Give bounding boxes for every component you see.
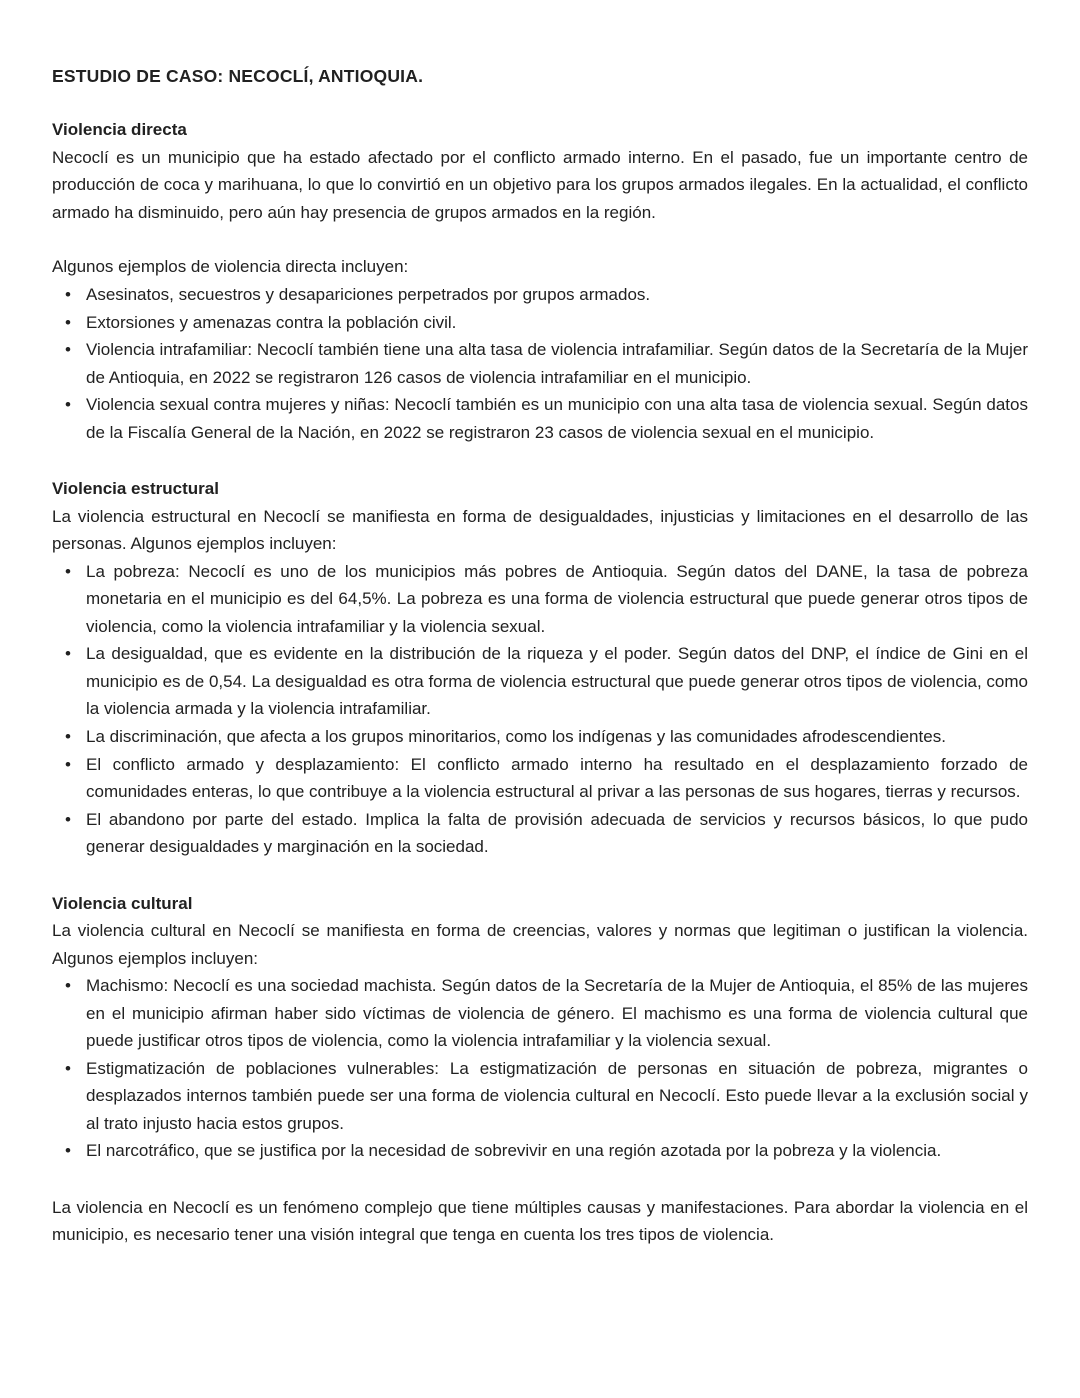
bullet-item: • Violencia intrafamiliar: Necoclí también tiene una alta tasa de violencia intrafamiliar. Según datos de la Secretaría de la Mujer de Antioquia, en 2022 se registraron 126 casos de violencia intrafamiliar en el municipio.	[86, 336, 1028, 391]
bullet-item: • El narcotráfico, que se justifica por la necesidad de sobrevivir en una región azotada por la pobreza y la violencia.	[86, 1137, 1028, 1165]
bullet-list	[52, 972, 1028, 1165]
bullet-item: • El conflicto armado y desplazamiento: El conflicto armado interno ha resultado en el desplazamiento forzado de comunidades enteras, lo que contribuye a la violencia estructural al privar a las personas de sus hogares, tierras y recursos.	[86, 751, 1028, 806]
closing-paragraph: La violencia en Necoclí es un fenómeno complejo que tiene múltiples causas y manifestaciones. Para abordar la violencia en el municipio, es necesario tener una visión integral que tenga en cuenta los tres tipos de violencia.	[52, 1197, 1028, 1245]
bullet-list	[52, 281, 1028, 446]
bullet-item: • La pobreza: Necoclí es uno de los municipios más pobres de Antioquia. Según datos del DANE, la tasa de pobreza monetaria en el municipio es del 64,5%. La pobreza es una forma de violencia estructural que puede generar otros tipos de violencia, como la violencia intrafamiliar y la violencia sexual.	[86, 558, 1028, 641]
bullet-item: • Extorsiones y amenazas contra la población civil.	[86, 309, 1028, 337]
bullet-item: • La discriminación, que afecta a los grupos minoritarios, como los indígenas y las comunidades afrodescendientes.	[86, 723, 1028, 751]
section-violencia-estructural	[52, 475, 1028, 860]
bullet-item: • El abandono por parte del estado. Implica la falta de provisión adecuada de servicios y recursos básicos, lo que pudo generar desigualdades y marginación en la sociedad.	[86, 806, 1028, 861]
paragraph: Algunos ejemplos de violencia directa incluyen:	[52, 257, 409, 277]
section-heading: Violencia cultural	[52, 893, 193, 913]
bullet-item: • Machismo: Necoclí es una sociedad machista. Según datos de la Secretaría de la Mujer de Antioquia, el 85% de las mujeres en el municipio afirman haber sido víctimas de violencia de género. El machismo es una forma de violencia cultural que puede justificar otros tipos de violencia, como la violencia intrafamiliar y la violencia sexual.	[86, 972, 1028, 1055]
section-violencia-cultural	[52, 890, 1028, 1165]
bullet-item: • Violencia sexual contra mujeres y niñas: Necoclí también es un municipio con una alta tasa de violencia sexual. Según datos de la Fiscalía General de la Nación, en 2022 se registraron 23 casos de violencia sexual en el municipio.	[86, 391, 1028, 446]
bullet-list	[52, 558, 1028, 861]
paragraph: La violencia cultural en Necoclí se manifiesta en forma de creencias, valores y normas que legitiman o justifican la violencia. Algunos ejemplos incluyen:	[52, 921, 1028, 968]
paragraph: Necoclí es un municipio que ha estado afectado por el conflicto armado interno. En el pasado, fue un importante centro de producción de coca y marihuana, lo que lo convirtió en un objetivo para los grupos armados ilegales. En la actualidad, el conflicto armado ha disminuido, pero aún hay presencia de grupos armados en la región.	[52, 147, 1028, 222]
bullet-item: • Asesinatos, secuestros y desapariciones perpetrados por grupos armados.	[86, 281, 1028, 309]
section-violencia-directa	[52, 116, 1028, 446]
paragraph: La violencia estructural en Necoclí se manifiesta en forma de desigualdades, injusticias y limitaciones en el desarrollo de las personas. Algunos ejemplos incluyen:	[52, 506, 1028, 554]
bullet-item: • Estigmatización de poblaciones vulnerables: La estigmatización de personas en situación de pobreza, migrantes o desplazados internos también puede ser una forma de violencia cultural en Necoclí. Esto puede llevar a la exclusión social y al trato injusto hacia estos grupos.	[86, 1055, 1028, 1138]
section-heading: Violencia directa	[52, 120, 187, 140]
page-title: ESTUDIO DE CASO: NECOCLÍ, ANTIOQUIA.	[52, 66, 424, 86]
section-heading: Violencia estructural	[52, 479, 219, 499]
bullet-item: • La desigualdad, que es evidente en la distribución de la riqueza y el poder. Según datos del DNP, el índice de Gini en el municipio es de 0,54. La desigualdad es otra forma de violencia estructural que puede generar otros tipos de violencia, como la violencia armada y la violencia intrafamiliar.	[86, 640, 1028, 723]
